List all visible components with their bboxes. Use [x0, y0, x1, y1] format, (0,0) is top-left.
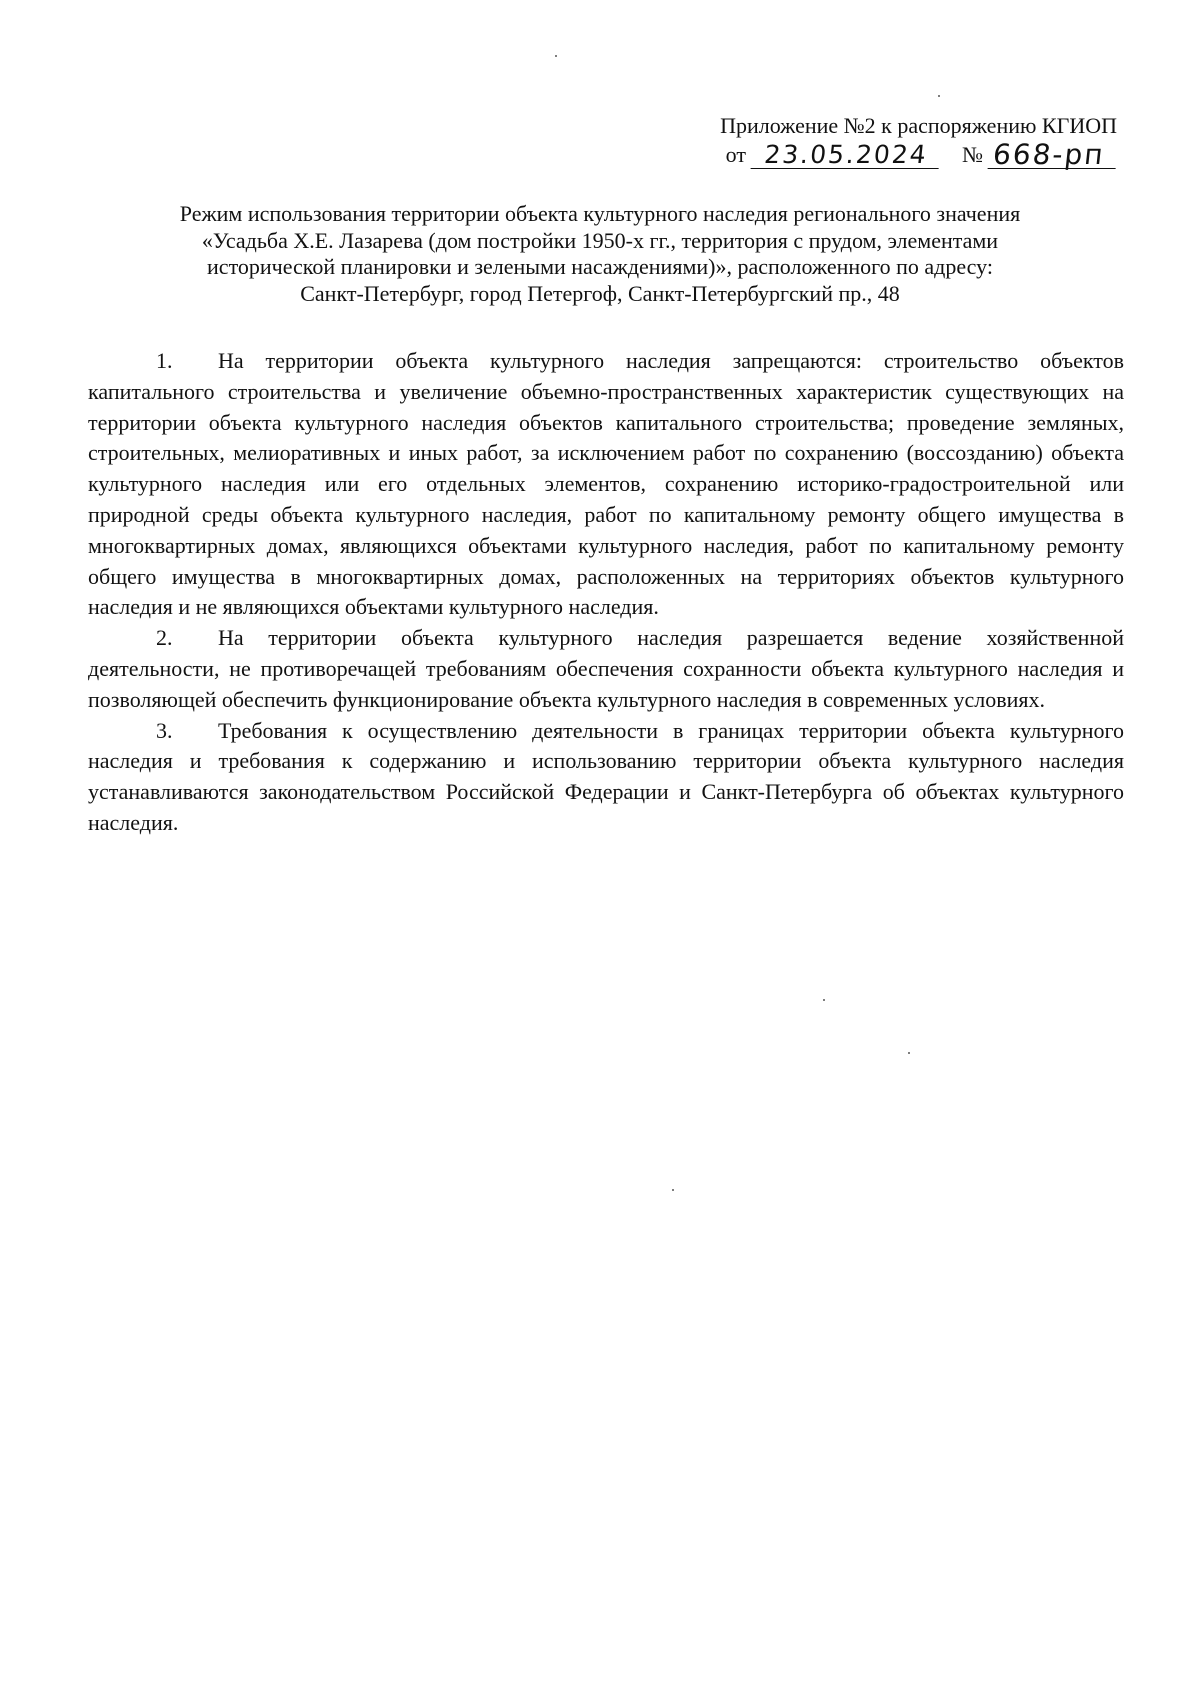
paragraph-number: 1. — [156, 348, 173, 373]
paragraph-text: На территории объекта культурного наследия разрешается ведение хозяйственной деятельности, не противоречащей требованиям обеспечения сохранности объекта культурного наследия и позволяющей обеспечить функционирование объекта культурного наследия в современных условиях. — [88, 625, 1124, 712]
title-line: Режим использования территории объекта культурного наследия регионального значения — [179, 201, 1021, 226]
number-label: № — [962, 142, 983, 167]
annex-header — [657, 112, 1117, 169]
title-line: исторической планировки и зелеными насаждениями)», расположенного по адресу: — [207, 254, 993, 279]
paragraph-number: 2. — [156, 625, 173, 651]
scan-speck — [555, 55, 557, 57]
scan-speck — [908, 1052, 910, 1054]
document-body — [88, 346, 1124, 839]
date-label: от — [725, 142, 746, 167]
annex-date-number-line — [657, 138, 1117, 171]
scan-speck — [672, 1189, 674, 1191]
paragraph-text: На территории объекта культурного наследия запрещаются: строительство объектов капитального строительства и увеличение объемно-пространственных характеристик существующих на территории объекта культурного наследия объектов капитального строительства; проведение земляных, строительных, мелиоративных и иных работ, за исключением работ по сохранению (воссозданию) объекта культурного наследия или его отдельных элементов, сохранению историко-градостроительной или природной среды объекта культурного наследия, работ по капитальному ремонту общего имущества в многоквартирных домах, являющихся объектами культурного наследия, работ по капитальному ремонту общего имущества в многоквартирных домах, расположенных на территориях объектов культурного наследия и не являющихся объектами культурного наследия. — [88, 348, 1124, 620]
title-line: Санкт-Петербург, город Петергоф, Санкт-Петербургский пр., 48 — [300, 280, 900, 306]
paragraph-text: Требования к осуществлению деятельности в границах территории объекта культурного наследия и требования к содержанию и использованию территории объекта культурного наследия устанавливаются законодательством Российской Федерации и Санкт-Петербурга об объектах культурного наследия. — [88, 717, 1124, 835]
paragraph-2 — [88, 623, 1124, 715]
paragraph-number: 3. — [156, 717, 173, 743]
scan-speck — [823, 999, 825, 1001]
paragraph-3 — [88, 716, 1124, 839]
handwritten-number: 668-рп — [988, 142, 1119, 169]
annex-title: Приложение №2 к распоряжению КГИОП — [720, 113, 1117, 138]
paragraph-1 — [88, 346, 1124, 623]
scan-speck — [938, 95, 940, 97]
handwritten-date: 23.05.2024 — [751, 142, 942, 169]
title-line: «Усадьба Х.Е. Лазарева (дом постройки 1950-х гг., территория с прудом, элементами — [201, 227, 999, 253]
document-title — [100, 201, 1100, 307]
